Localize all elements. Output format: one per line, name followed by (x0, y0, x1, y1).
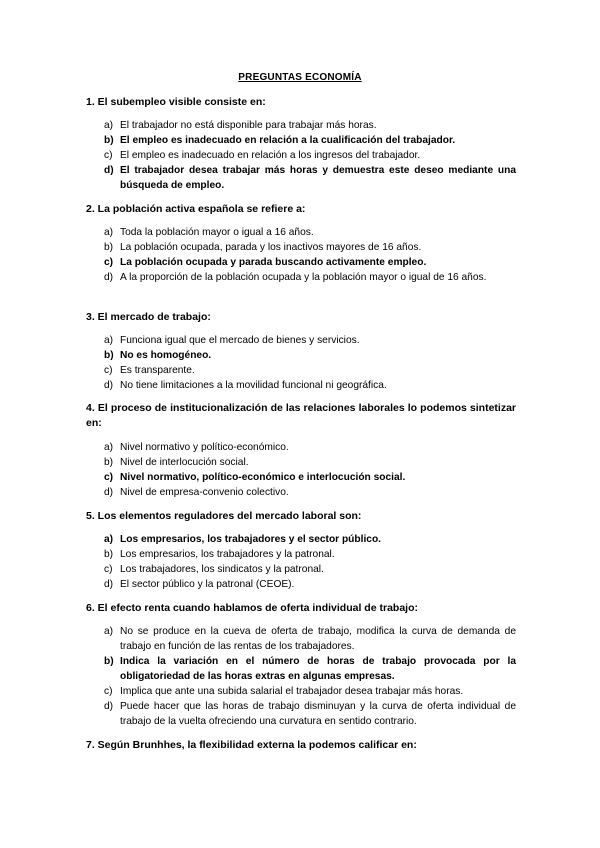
option-text: No se produce en la cueva de oferta de trabajo, modifica la curva de demanda de trabajo en función de las rentas de los trabajadores. (120, 626, 516, 652)
question-7: 7. Según Brunhhes, la flexibilidad externa la podemos calificar en: (86, 739, 417, 751)
option-5a (104, 532, 516, 547)
option-letter: b) (104, 135, 114, 146)
option-text: El empleo es inadecuado en relación a la cualificación del trabajador. (120, 135, 456, 146)
option-letter: c) (104, 365, 113, 376)
option-text: Los empresarios, los trabajadores y el sector público. (120, 534, 382, 545)
option-2a (104, 225, 516, 240)
option-letter: a) (104, 626, 114, 637)
option-letter: b) (104, 457, 114, 468)
option-text: Nivel normativo y político-económico. (120, 442, 289, 453)
option-text: La población ocupada y parada buscando activamente empleo. (120, 257, 427, 268)
option-letter: b) (104, 242, 114, 253)
option-text: El sector público y la patronal (CEOE). (120, 579, 295, 590)
option-text: Funciona igual que el mercado de bienes y servicios. (120, 335, 360, 346)
option-3a (104, 333, 516, 348)
option-1b (104, 133, 516, 148)
option-text: Puede hacer que las horas de trabajo disminuyan y la curva de oferta individual de trabajo de la vuelta ofreciendo una curvatura en sentido contrario. (120, 701, 516, 727)
option-text: La población ocupada, parada y los inactivos mayores de 16 años. (120, 242, 422, 253)
option-letter: d) (104, 701, 114, 712)
option-3b (104, 348, 516, 363)
option-6c (104, 684, 516, 699)
option-letter: c) (104, 257, 114, 268)
option-6a (104, 624, 516, 654)
option-text: Toda la población mayor o igual a 16 años. (120, 227, 314, 238)
option-text: El empleo es inadecuado en relación a los ingresos del trabajador. (120, 150, 421, 161)
option-4b (104, 455, 516, 470)
option-text: Indica la variación en el número de horas de trabajo provocada por la obligatoriedad de las horas extras en algunas empresas. (120, 656, 516, 682)
option-text: Implica que ante una subida salarial el trabajador desea trabajar más horas. (120, 686, 464, 697)
question-3: 3. El mercado de trabajo: (86, 311, 211, 323)
option-4a (104, 440, 516, 455)
option-text: Nivel de empresa-convenio colectivo. (120, 487, 289, 498)
question-4: 4. El proceso de institucionalización de las relaciones laborales lo podemos sintetizar en: (86, 402, 516, 429)
option-4d (104, 485, 516, 500)
question-5: 5. Los elementos reguladores del mercado laboral son: (86, 510, 362, 522)
option-letter: c) (104, 150, 113, 161)
option-letter: a) (104, 227, 114, 238)
option-letter: a) (104, 120, 114, 131)
option-letter: d) (104, 487, 114, 498)
option-text: Los empresarios, los trabajadores y la patronal. (120, 549, 335, 560)
option-letter: b) (104, 350, 114, 361)
option-letter: b) (104, 549, 114, 560)
option-text: No es homogéneo. (120, 350, 212, 361)
option-text: Nivel de interlocución social. (120, 457, 249, 468)
option-text: El trabajador desea trabajar más horas y demuestra este deseo mediante una búsqueda de empleo. (120, 165, 516, 191)
option-3c (104, 363, 516, 378)
option-5b (104, 547, 516, 562)
option-text: A la proporción de la población ocupada y la población mayor o igual de 16 años. (120, 272, 487, 283)
option-text: El trabajador no está disponible para trabajar más horas. (120, 120, 377, 131)
option-letter: a) (104, 442, 114, 453)
option-5c (104, 562, 516, 577)
option-6d (104, 699, 516, 729)
option-letter: a) (104, 335, 114, 346)
option-1a (104, 118, 516, 133)
option-text: Los trabajadores, los sindicatos y la patronal. (120, 564, 324, 575)
option-letter: c) (104, 686, 113, 697)
option-1c (104, 148, 516, 163)
option-text: No tiene limitaciones a la movilidad funcional ni geográfica. (120, 380, 387, 391)
option-letter: d) (104, 272, 114, 283)
question-1: 1. El subempleo visible consiste en: (86, 96, 266, 108)
option-letter: c) (104, 564, 113, 575)
option-2d (104, 270, 516, 285)
option-letter: d) (104, 380, 114, 391)
document-title: PREGUNTAS ECONOMÍA (238, 72, 362, 83)
option-letter: d) (104, 165, 114, 176)
option-letter: c) (104, 472, 114, 483)
option-text: Nivel normativo, político-económico e interlocución social. (120, 472, 406, 483)
option-letter: a) (104, 534, 114, 545)
option-2b (104, 240, 516, 255)
option-5d (104, 577, 516, 592)
option-text: Es transparente. (120, 365, 195, 376)
option-2c (104, 255, 516, 270)
question-2: 2. La población activa española se refiere a: (86, 203, 306, 215)
question-6: 6. El efecto renta cuando hablamos de oferta individual de trabajo: (86, 602, 418, 614)
option-letter: d) (104, 579, 114, 590)
option-6b (104, 654, 516, 684)
option-letter: b) (104, 656, 114, 667)
option-3d (104, 378, 516, 393)
option-4c (104, 470, 516, 485)
option-1d (104, 163, 516, 193)
